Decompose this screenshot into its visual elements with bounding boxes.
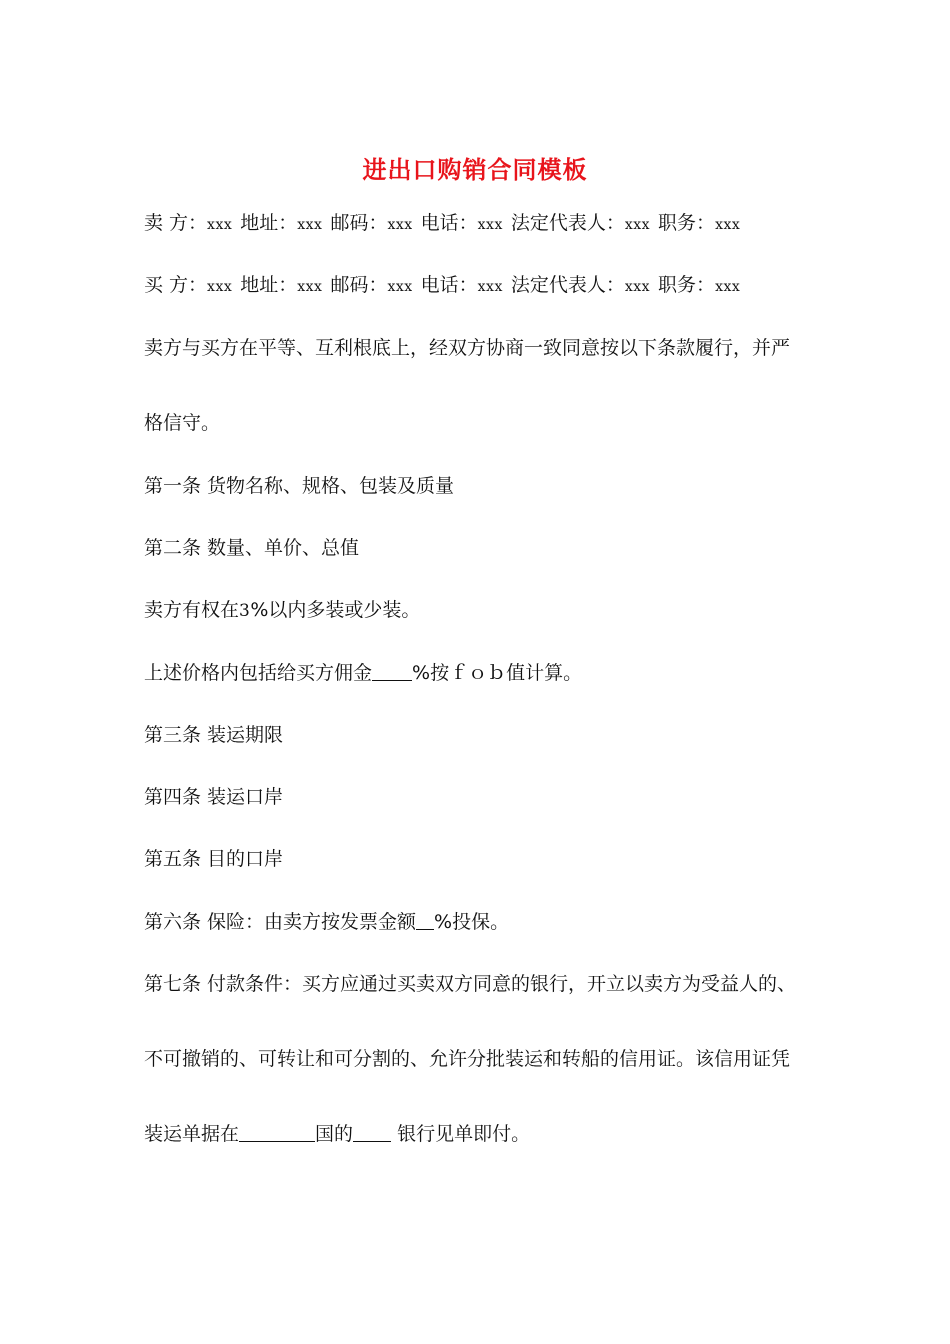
buyer-title-label: 职务：: [658, 274, 716, 296]
seller-title: xxx: [715, 217, 741, 233]
document-title: 进出口购销合同模板: [362, 155, 588, 184]
article-7-text: 装运单据在: [144, 1123, 240, 1145]
note2-text-end: %按ｆｏｂ值计算。: [412, 662, 583, 684]
article-7-line-2: 不可撤销的、可转让和可分割的、允许分批装运和转船的信用证。该信用证凭: [144, 1048, 791, 1070]
seller-zip-label: 邮码：: [330, 212, 388, 234]
buyer-zip-label: 邮码：: [330, 274, 388, 296]
article-7-text-end: 银行见单即付。: [391, 1123, 531, 1145]
seller-rep-label: 法定代表人：: [510, 212, 625, 234]
seller-label: 卖 方：: [144, 212, 208, 234]
article-2-note-2: [144, 660, 582, 686]
article-7-text-mid: 国的: [315, 1123, 354, 1145]
article-5: 第五条 目的口岸: [144, 848, 284, 870]
buyer-phone-label: 电话：: [420, 274, 478, 296]
article-6-text: 第六条 保险：由卖方按发票金额: [144, 911, 417, 933]
article-2-note-1: [144, 597, 420, 624]
bank-blank: [353, 1123, 391, 1142]
article-6: [144, 909, 509, 935]
insurance-blank: [416, 911, 434, 930]
seller-title-label: 职务：: [658, 212, 716, 234]
article-2: 第二条 数量、单价、总值: [144, 537, 360, 559]
seller-rep: xxx: [624, 217, 651, 233]
seller-zip: xxx: [387, 217, 413, 233]
buyer-rep-label: 法定代表人：: [510, 274, 625, 296]
buyer-name: xxx: [207, 279, 233, 295]
seller-info-line: [144, 210, 740, 238]
article-4: 第四条 装运口岸: [144, 786, 284, 808]
article-7-line-3: [144, 1121, 530, 1147]
seller-name: xxx: [207, 217, 233, 233]
seller-phone: xxx: [477, 217, 503, 233]
buyer-address-label: 地址：: [240, 274, 298, 296]
buyer-title: xxx: [715, 279, 741, 295]
note2-text: 上述价格内包括给买方佣金: [144, 662, 373, 684]
article-7-line-1: 第七条 付款条件：买方应通过买卖双方同意的银行，开立以卖方为受益人的、: [144, 973, 797, 995]
buyer-phone: xxx: [477, 279, 503, 295]
buyer-zip: xxx: [387, 279, 413, 295]
note1-number: 3: [239, 601, 251, 621]
commission-blank: [372, 662, 412, 681]
article-6-text-end: %投保。: [434, 911, 510, 933]
note1-text: 卖方有权在: [144, 599, 240, 621]
intro-line-1: 卖方与买方在平等、互利根底上，经双方协商一致同意按以下条款履行，并严: [144, 337, 791, 359]
intro-line-2: 格信守。: [144, 412, 221, 434]
buyer-label: 买 方：: [144, 274, 208, 296]
seller-address-label: 地址：: [240, 212, 298, 234]
seller-phone-label: 电话：: [420, 212, 478, 234]
buyer-info-line: [144, 272, 740, 300]
buyer-rep: xxx: [624, 279, 651, 295]
country-blank: [239, 1123, 315, 1142]
article-3: 第三条 装运期限: [144, 724, 284, 746]
article-1: 第一条 货物名称、规格、包装及质量: [144, 475, 455, 497]
buyer-address: xxx: [297, 279, 323, 295]
note1-text-end: %以内多装或少装。: [250, 599, 421, 621]
seller-address: xxx: [297, 217, 323, 233]
